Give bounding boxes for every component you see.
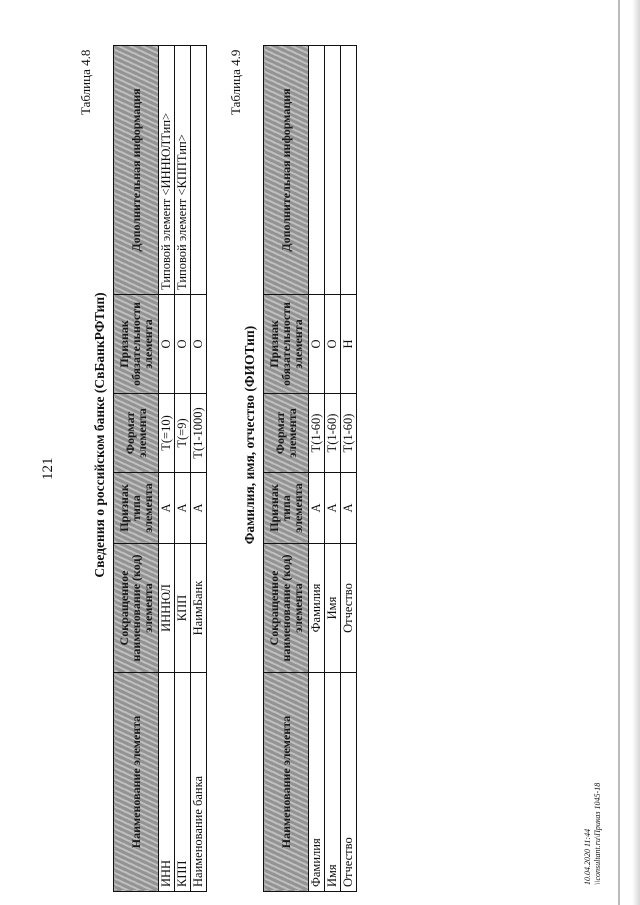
table-row	[191, 46, 207, 892]
table-cell: ИННЮЛ	[159, 544, 175, 673]
table-cell	[341, 46, 357, 295]
table-cell: А	[341, 473, 357, 544]
page-edge-line	[618, 0, 620, 905]
table-cell: Т(1-1000)	[191, 394, 207, 473]
table-row	[175, 46, 191, 892]
table-cell: Наименование банка	[191, 673, 207, 892]
table-header-row	[114, 46, 159, 892]
table-cell: Типовой элемент <ИННЮЛТип>	[159, 46, 175, 295]
header-cell: Признак обязательности элемента	[264, 295, 309, 394]
table-4-9-label: Таблица 4.9	[228, 49, 243, 115]
table-cell: О	[309, 295, 325, 394]
table-4-8-label: Таблица 4.8	[78, 49, 93, 115]
table-row	[159, 46, 175, 892]
table-cell	[325, 46, 341, 295]
footer-timestamp: 10.04.2020 11:44	[583, 828, 592, 885]
table-4-8-title: Сведения о российском банке (СвБанкРФТип)	[92, 292, 107, 578]
table-cell: Н	[341, 295, 357, 394]
table-cell: А	[159, 473, 175, 544]
table-4-9-title: Фамилия, имя, отчество (ФИОТип)	[242, 325, 257, 545]
table-cell: О	[325, 295, 341, 394]
header-cell: Формат элемента	[114, 394, 159, 473]
header-cell: Признак типа элемента	[264, 473, 309, 544]
page-number: 121	[40, 457, 56, 480]
header-cell: Сокращенное наименование (код) элемента	[264, 544, 309, 673]
table-4-9	[263, 45, 357, 892]
header-cell: Дополнительная информация	[264, 46, 309, 295]
table-cell: Т(1-60)	[341, 394, 357, 473]
footer-source: \\consultant.ru\Приказ 1045-18	[593, 782, 602, 885]
table-header-row	[264, 46, 309, 892]
print-footer	[583, 783, 603, 885]
table-cell: А	[175, 473, 191, 544]
table-cell: Отчество	[341, 544, 357, 673]
table-cell	[309, 46, 325, 295]
table-cell: КПП	[175, 673, 191, 892]
table-cell: Т(=10)	[159, 394, 175, 473]
table-cell: Фамилия	[309, 544, 325, 673]
table-cell: КПП	[175, 544, 191, 673]
table-row	[341, 46, 357, 892]
table-cell: НаимБанк	[191, 544, 207, 673]
table-cell: Т(1-60)	[309, 394, 325, 473]
table-cell: Т(1-60)	[325, 394, 341, 473]
table-row	[309, 46, 325, 892]
table-cell: Т(=9)	[175, 394, 191, 473]
header-cell: Наименование элемента	[264, 673, 309, 892]
table-cell: Имя	[325, 673, 341, 892]
table-cell: О	[191, 295, 207, 394]
header-cell: Признак типа элемента	[114, 473, 159, 544]
table-cell: Фамилия	[309, 673, 325, 892]
table-cell: Отчество	[341, 673, 357, 892]
table-row	[325, 46, 341, 892]
header-cell: Дополнительная информация	[114, 46, 159, 295]
header-cell: Формат элемента	[264, 394, 309, 473]
header-cell: Признак обязательности элемента	[114, 295, 159, 394]
table-cell	[191, 46, 207, 295]
table-4-8	[113, 45, 207, 892]
header-cell: Наименование элемента	[114, 673, 159, 892]
table-cell: О	[175, 295, 191, 394]
table-cell: А	[309, 473, 325, 544]
table-cell: Типовой элемент <КППТип>	[175, 46, 191, 295]
table-cell: А	[325, 473, 341, 544]
table-cell: Имя	[325, 544, 341, 673]
header-cell: Сокращенное наименование (код) элемента	[114, 544, 159, 673]
table-cell: ИНН	[159, 673, 175, 892]
table-cell: О	[159, 295, 175, 394]
table-cell: А	[191, 473, 207, 544]
